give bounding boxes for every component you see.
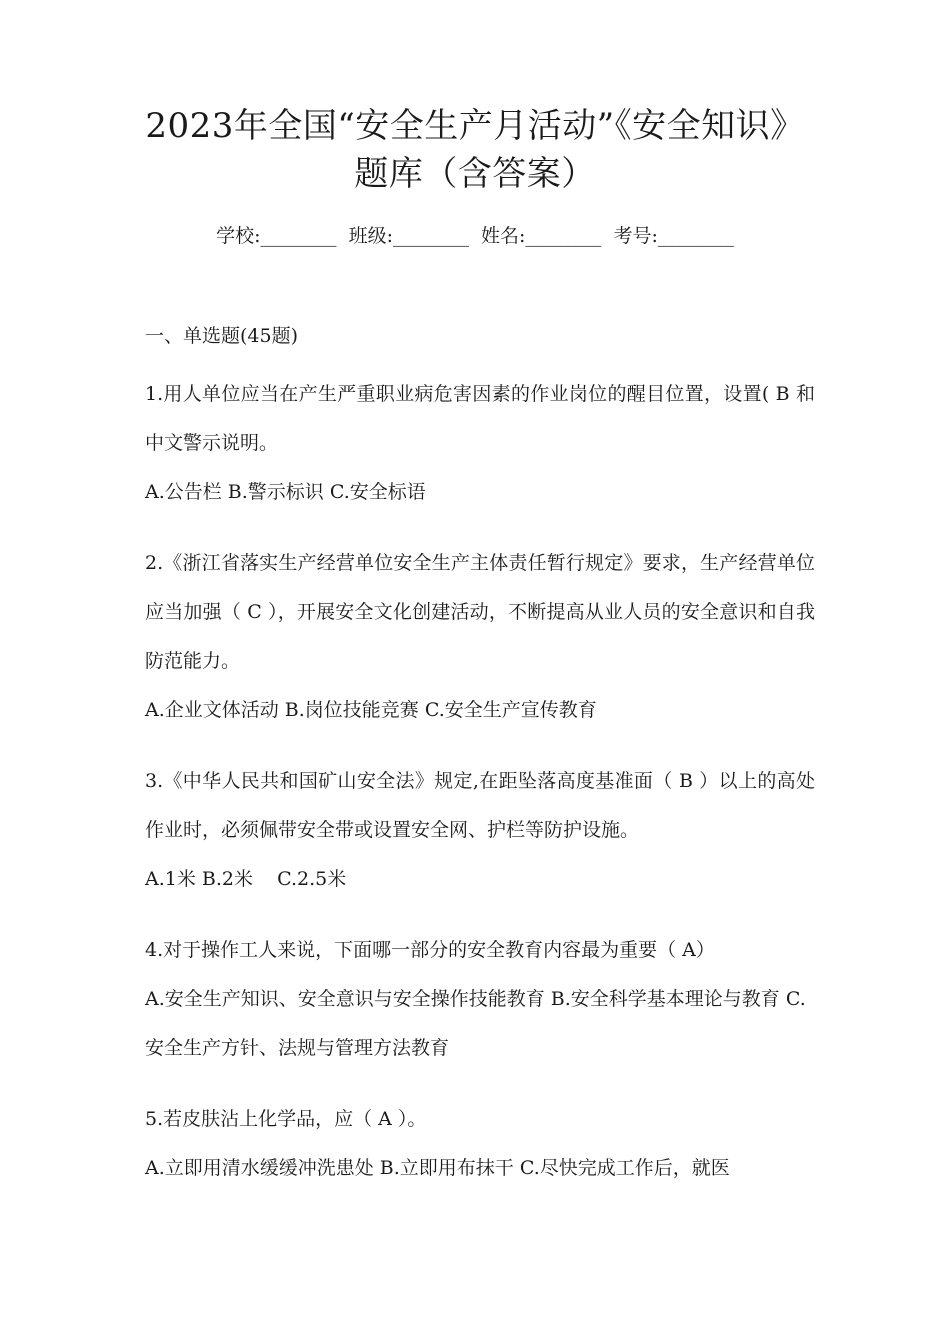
question-list <box>145 370 815 1215</box>
school-field: 学校:________ <box>216 225 337 247</box>
question-stem: 3.《中华人民共和国矿山安全法》规定,在距坠落高度基准面（ B ）以上的高处作业时，必须佩带安全带或设置安全网、护栏等防护设施。 <box>145 770 815 841</box>
question-options: A.企业文体活动 B.岗位技能竞赛 C.安全生产宣传教育 <box>145 699 597 721</box>
exam-number-field: 考号:________ <box>613 225 734 247</box>
question-stem: 2.《浙江省落实生产经营单位安全生产主体责任暂行规定》要求，生产经营单位应当加强（ C ），开展安全文化创建活动，不断提高从业人员的安全意识和自我防范能力。 <box>145 552 815 672</box>
question-options: A.1米 B.2米 C.2.5米 <box>145 868 347 890</box>
question-stem: 4.对于操作工人来说，下面哪一部分的安全教育内容最为重要（ A） <box>145 939 715 961</box>
name-field: 姓名:________ <box>481 225 602 247</box>
student-info-row <box>0 222 950 250</box>
document-title-line-2: 题库（含答案） <box>354 154 596 194</box>
question-stem: 5.若皮肤沾上化学品，应（ A ）。 <box>145 1108 427 1130</box>
document-title-line-1: 2023年全国“安全生产月活动”《安全知识》 <box>145 106 805 146</box>
question-item <box>145 926 815 1073</box>
question-item <box>145 1095 815 1193</box>
question-item <box>145 757 815 904</box>
class-field: 班级:________ <box>348 225 469 247</box>
question-options: A.安全生产知识、安全意识与安全操作技能教育 B.安全科学基本理论与教育 C.安全生产方针、法规与管理方法教育 <box>145 988 806 1059</box>
question-options: A.立即用清水缓缓冲洗患处 B.立即用布抹干 C.尽快完成工作后，就医 <box>145 1157 730 1179</box>
question-options: A.公告栏 B.警示标识 C.安全标语 <box>145 481 426 503</box>
section-title: 一、单选题(45题) <box>145 325 299 347</box>
question-item <box>145 539 815 735</box>
question-stem: 1.用人单位应当在产生严重职业病危害因素的作业岗位的醒目位置，设置( B 和中文警示说明。 <box>145 383 815 454</box>
question-item <box>145 370 815 517</box>
